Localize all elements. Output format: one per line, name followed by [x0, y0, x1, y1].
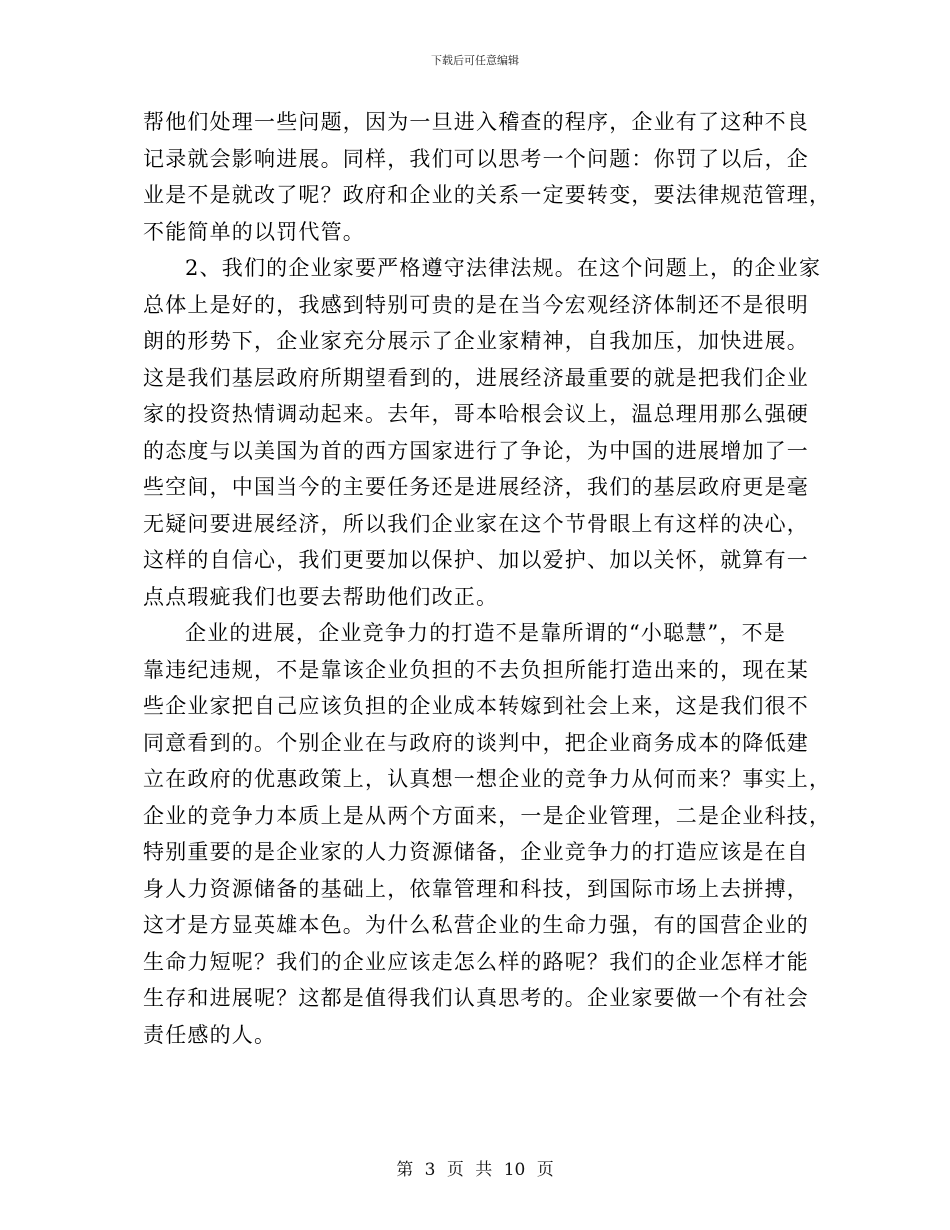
text-line: 企业的进展，企业竞争力的打造不是靠所谓的“小聪慧”，不是 [185, 621, 787, 645]
text-line: 这是我们基层政府所期望看到的，进展经济最重要的就是把我们企业 [143, 365, 809, 390]
text-line: 业是不是就改了呢？政府和企业的关系一定要转变，要法律规范管理， [143, 183, 832, 207]
text-line: 不能简单的以罚代管。 [143, 219, 365, 244]
text-line: 记录就会影响进展。同样，我们可以思考一个问题：你罚了以后，企 [143, 146, 809, 171]
text-line: 企业的竞争力本质上是从两个方面来，一是企业管理，二是企业科技， [143, 803, 832, 828]
text-line: 同意看到的。个别企业在与政府的谈判中，把企业商务成本的降低建 [143, 730, 809, 755]
text-line: 生命力短呢？我们的企业应该走怎么样的路呢？我们的企业怎样才能 [143, 949, 809, 974]
text-line: 身人力资源储备的基础上，依靠管理和科技，到国际市场上去拼搏， [143, 876, 809, 901]
text-line: 责任感的人。 [143, 1022, 277, 1047]
document-body [143, 104, 832, 1053]
text-line: 这才是方显英雄本色。为什么私营企业的生命力强，有的国营企业的 [143, 913, 809, 937]
text-line: 这样的自信心，我们更要加以保护、加以爱护、加以关怀，就算有一 [143, 548, 809, 572]
text-line: 生存和进展呢？这都是值得我们认真思考的。企业家要做一个有社会 [143, 986, 809, 1010]
text-line: 家的投资热情调动起来。去年，哥本哈根会议上，温总理用那么强硬 [143, 402, 809, 426]
text-line: 朗的形势下，企业家充分展示了企业家精神，自我加压，加快进展。 [143, 329, 809, 353]
text-line: 点点瑕疵我们也要去帮助他们改正。 [143, 584, 499, 609]
text-line: 无疑问要进展经济，所以我们企业家在这个节骨眼上有这样的决心， [143, 511, 809, 536]
text-line: 特别重要的是企业家的人力资源储备，企业竞争力的打造应该是在自 [143, 840, 809, 864]
text-line: 的态度与以美国为首的西方国家进行了争论，为中国的进展增加了一 [143, 438, 809, 463]
text-line: 总体上是好的，我感到特别可贵的是在当今宏观经济体制还不是很明 [143, 292, 809, 317]
text-line: 些企业家把自己应该负担的企业成本转嫁到社会上来，这是我们很不 [143, 694, 809, 718]
page-header: 下载后可任意编辑 [431, 54, 519, 67]
text-line: 靠违纪违规，不是靠该企业负担的不去负担所能打造出来的，现在某 [143, 657, 809, 682]
text-line: 2、我们的企业家要严格遵守法律法规。在这个问题上，的企业家 [185, 256, 822, 280]
text-line: 立在政府的优惠政策上，认真想一想企业的竞争力从何而来？事实上， [143, 767, 832, 791]
text-line: 帮他们处理一些问题，因为一旦进入稽查的程序，企业有了这种不良 [143, 110, 809, 134]
text-line: 些空间，中国当今的主要任务还是进展经济，我们的基层政府更是毫 [143, 475, 809, 499]
page-footer: 第 3 页 共 10 页 [396, 1160, 554, 1180]
